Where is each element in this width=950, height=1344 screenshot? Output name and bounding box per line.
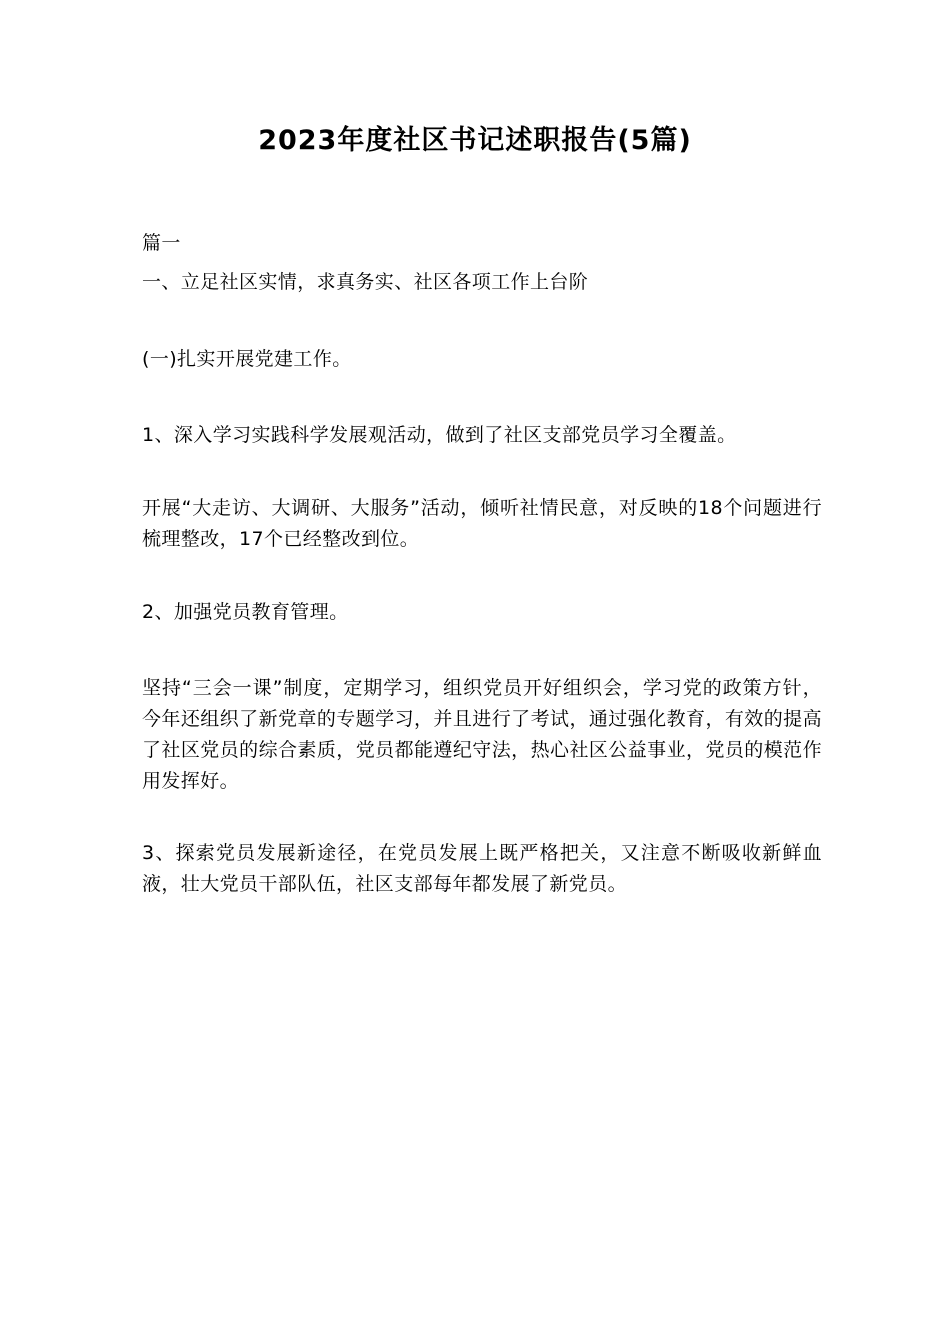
subheading-扎实开展党建工作: (一)扎实开展党建工作。 — [142, 347, 352, 370]
paragraph-item-1: 1、深入学习实践科学发展观活动，做到了社区支部党员学习全覆盖。 — [142, 424, 737, 447]
heading-立足社区实情: 一、立足社区实情，求真务实、社区各项工作上台阶 — [142, 270, 589, 293]
paragraph-item-3: 3、探索党员发展新途径，在党员发展上既严格把关，又注意不断吸收新鲜血液，壮大党员干部队伍，社区支部每年都发展了新党员。 — [142, 842, 822, 896]
section-label: 篇一 — [142, 232, 181, 254]
paragraph-item-2: 2、加强党员教育管理。 — [142, 600, 349, 623]
document-body — [142, 228, 822, 926]
paragraph-item-2-body: 坚持“三会一课”制度，定期学习，组织党员开好组织会，学习党的政策方针，今年还组织了新党章的专题学习，并且进行了考试，通过强化教育，有效的提高了社区党员的综合素质，党员都能遵纪守法，热心社区公益事业，党员的模范作用发挥好。 — [142, 677, 822, 792]
page-title: 2023年度社区书记述职报告(5篇) — [258, 125, 692, 156]
paragraph-item-1-body: 开展“大走访、大调研、大服务”活动，倾听社情民意，对反映的18个问题进行梳理整改，17个已经整改到位。 — [142, 497, 822, 550]
